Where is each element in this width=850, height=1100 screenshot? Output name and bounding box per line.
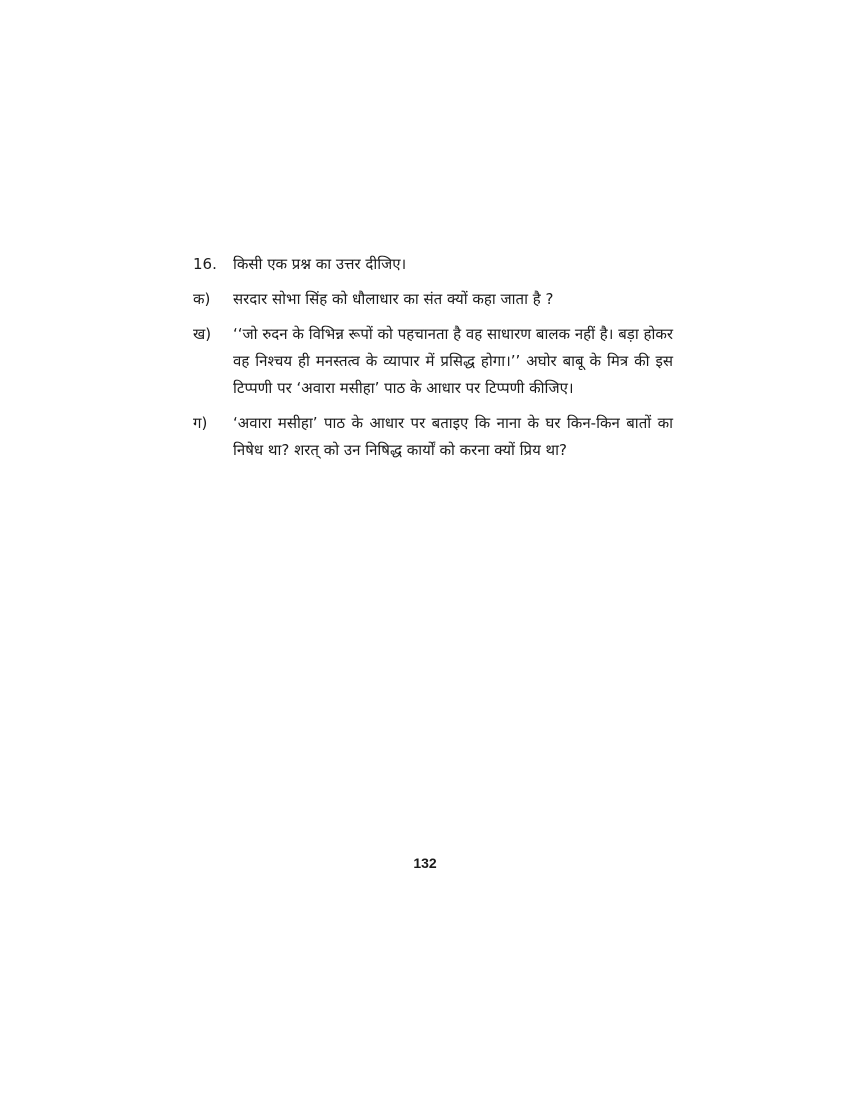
- question-block: [193, 251, 673, 472]
- option-ga: [193, 410, 673, 464]
- option-text: सरदार सोभा सिंह को धौलाधार का संत क्यों कहा जाता है ?: [233, 290, 554, 308]
- option-label: क): [193, 290, 211, 308]
- option-label: ख): [193, 325, 212, 343]
- option-text: ‘‘जो रुदन के विभिन्न रूपों को पहचानता है वह साधारण बालक नहीं है। बड़ा होकर वह निश्चय ही मनस्तत्व के व्यापार में प्रसिद्ध होगा।’’ अघोर बाबू के मित्र की इस टिप्पणी पर ‘अवारा मसीहा’ पाठ के आधार पर टिप्पणी कीजिए।: [233, 325, 673, 397]
- question-number: 16.: [193, 255, 217, 273]
- option-label: ग): [193, 414, 208, 432]
- option-text: ‘अवारा मसीहा’ पाठ के आधार पर बताइए कि नाना के घर किन-किन बातों का निषेध था? शरत् को उन निषिद्ध कार्यों को करना क्यों प्रिय था?: [233, 414, 673, 459]
- option-kha: [193, 321, 673, 402]
- page-number: 132: [413, 855, 437, 871]
- question-header: [193, 251, 673, 278]
- question-instruction: किसी एक प्रश्न का उत्तर दीजिए।: [233, 255, 407, 273]
- option-ka: [193, 286, 673, 313]
